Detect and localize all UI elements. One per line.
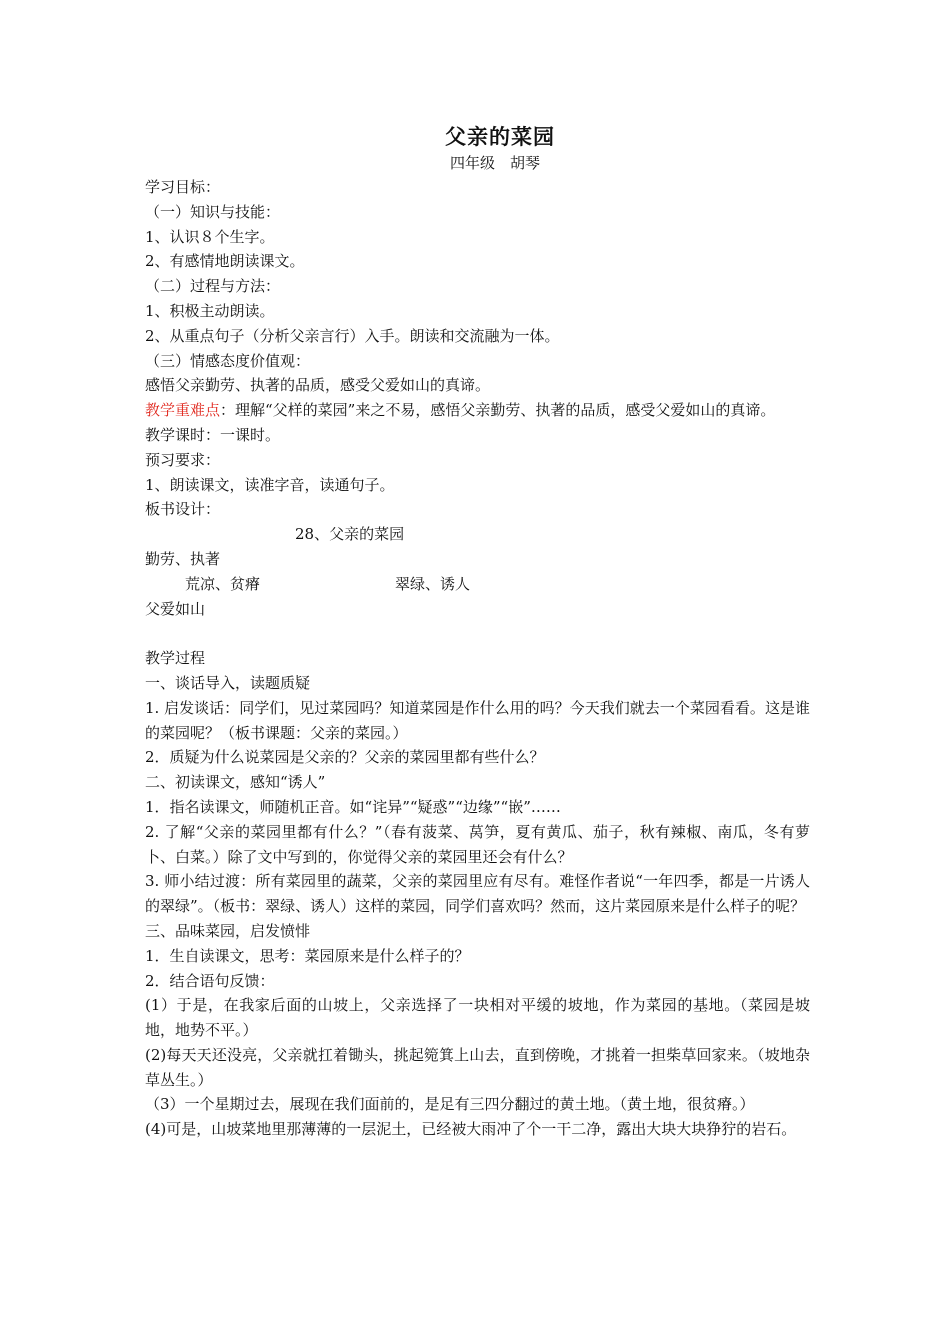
document-subtitle: 四年级 胡琴 (449, 154, 540, 172)
objective-item: 2、从重点句子（分析父亲言行）入手。朗读和交流融为一体。 (145, 326, 560, 345)
preview-item: 1、朗读课文，读准字音，读通句子。 (145, 475, 395, 494)
board-right: 翠绿、诱人 (395, 574, 471, 593)
process-paragraph: 2. 了解“父亲的菜园里都有什么？”（春有菠菜、莴笋，夏有黄瓜、茄子，秋有辣椒、南瓜，冬有萝卜、白菜。）除了文中写到的，你觉得父亲的菜园里还会有什么？ (145, 822, 810, 866)
quote-paragraph: (2)每天天还没亮，父亲就扛着锄头，挑起箢箕上山去，直到傍晚，才挑着一担柴草回家来。（坡地杂草丛生。） (145, 1045, 810, 1089)
key-difficulty-label: 教学重难点 (145, 401, 221, 420)
process-paragraph: 1．指名读课文，师随机正音。如“诧异”“疑惑”“边缘”“嵌”…… (145, 797, 561, 816)
document-title: 父亲的菜园 (445, 124, 555, 149)
board-title: 28、父亲的菜园 (295, 525, 405, 544)
board-line: 勤劳、执著 (145, 549, 221, 568)
objective-item: 感悟父亲勤劳、执著的品质，感受父爱如山的真谛。 (145, 376, 491, 395)
process-paragraph: 2．结合语句反馈： (145, 971, 275, 990)
process-paragraph: 1. 启发谈话：同学们，见过菜园吗？知道菜园是作什么用的吗？今天我们就去一个菜园看看。这是谁的菜园呢？（板书课题：父亲的菜园。） (145, 698, 810, 742)
board-line: 父爱如山 (145, 599, 206, 618)
section-heading: 二、初读课文，感知“诱人” (145, 773, 326, 792)
section-heading: 三、品味菜园，启发愤悱 (145, 921, 311, 940)
objective-item: 2、有感情地朗读课文。 (145, 252, 305, 271)
board-row (145, 572, 810, 597)
quote-paragraph: (1）于是，在我家后面的山坡上，父亲选择了一块相对平缓的坡地，作为菜园的基地。（菜园是坡地，地势不平。） (145, 996, 810, 1040)
class-hours: 教学课时：一课时。 (145, 425, 281, 444)
preview-heading: 预习要求： (145, 450, 221, 469)
board-heading: 板书设计： (145, 500, 221, 519)
quote-paragraph: (4)可是，山坡菜地里那薄薄的一层泥土，已经被大雨冲了个一干二净，露出大块大块狰狞的岩石。 (145, 1120, 797, 1139)
process-paragraph: 3. 师小结过渡：所有菜园里的蔬菜，父亲的菜园里应有尽有。难怪作者说“一年四季，都是一片诱人的翠绿”。（板书：翠绿、诱人）这样的菜园，同学们喜欢吗？然而，这片菜园原来是什么样子的呢？ (145, 872, 810, 916)
objective-section-3: （三）情感态度价值观： (145, 351, 311, 370)
objective-section-2: （二）过程与方法： (145, 277, 281, 296)
process-paragraph: 1．生自读课文，思考：菜园原来是什么样子的？ (145, 946, 470, 965)
quote-paragraph: （3）一个星期过去，展现在我们面前的，是足有三四分翻过的黄土地。（黄土地，很贫瘠。） (145, 1095, 755, 1114)
board-left: 荒凉、贫瘠 (185, 574, 261, 593)
process-heading: 教学过程 (145, 649, 206, 668)
section-heading: 一、谈话导入，读题质疑 (145, 673, 311, 692)
objective-section-1: （一）知识与技能： (145, 202, 281, 221)
process-paragraph: 2．质疑为什么说菜园是父亲的？父亲的菜园里都有些什么？ (145, 748, 545, 767)
objective-item: 1、积极主动朗读。 (145, 301, 275, 320)
document-body (145, 175, 810, 1142)
key-difficulty-paragraph (145, 398, 810, 423)
objectives-heading: 学习目标： (145, 178, 221, 196)
key-difficulty-text: ：理解“父样的菜园”来之不易，感悟父亲勤劳、执著的品质，感受父爱如山的真谛。 (220, 401, 776, 420)
objective-item: 1、认识８个生字。 (145, 227, 275, 246)
spacer (145, 621, 810, 646)
